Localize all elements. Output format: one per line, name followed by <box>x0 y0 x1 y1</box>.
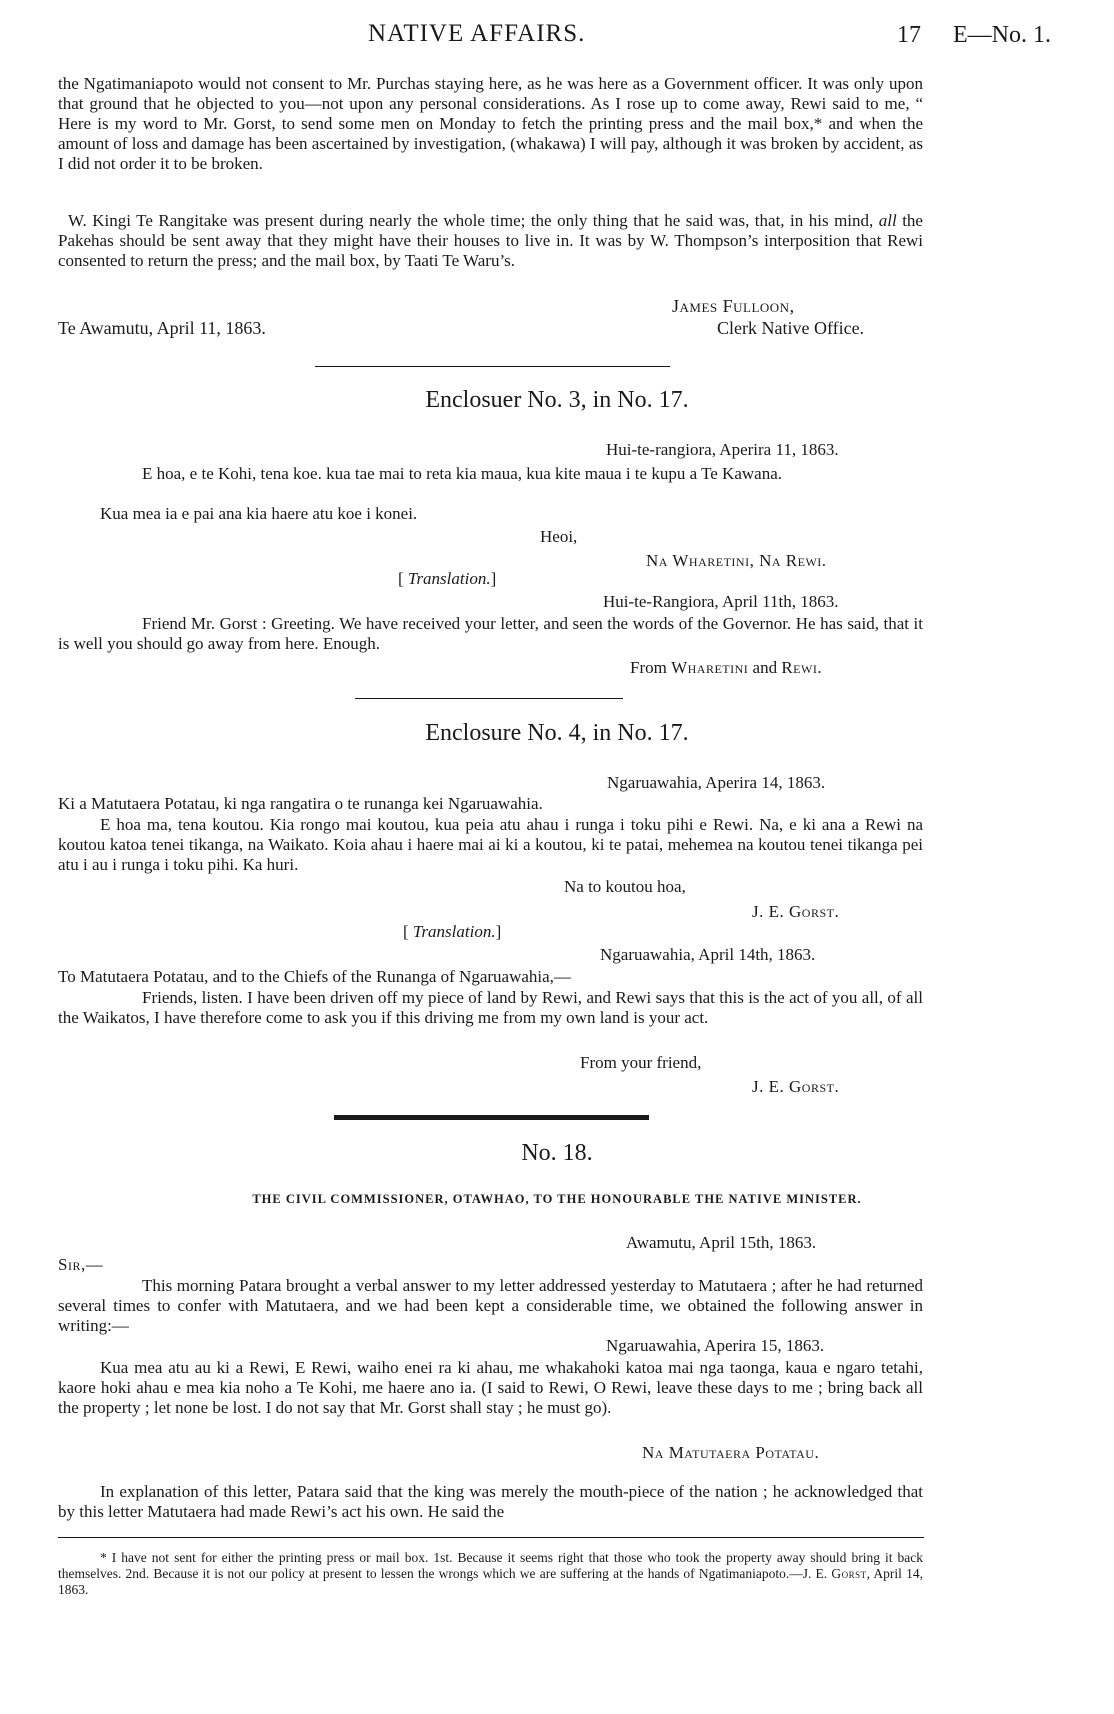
signer-name: James Fulloon, <box>672 296 795 316</box>
enclosure-3-closing: Heoi, <box>540 527 578 546</box>
enclosure-3-translation-text: Friend Mr. Gorst : Greeting. We have received your letter, and seen the words of the Governor. He has said, that it is well you should go away from here. Enough. <box>58 614 923 653</box>
enclosure-3-translation-label: [ Translation.] <box>398 569 497 588</box>
no18-place-date: Awamutu, April 15th, 1863. <box>626 1233 817 1252</box>
enclosure-4-address: Ki a Matutaera Potatau, ki nga rangatira o te runanga kei Ngaruawahia. <box>58 794 543 813</box>
no18-inner-place-date: Ngaruawahia, Aperira 15, 1863. <box>606 1336 825 1355</box>
enclosure-4-place-date: Ngaruawahia, Aperira 14, 1863. <box>607 773 826 792</box>
enclosure-4-translation-place-date: Ngaruawahia, April 14th, 1863. <box>600 945 816 964</box>
footnote-date: , April 14, 1863. <box>58 1566 923 1597</box>
no18-explanation: In explanation of this letter, Patara said that the king was merely the mouth-piece of the nation ; he acknowledged that by this letter Matutaera had made Rewi’s act his own. He said the <box>58 1482 923 1521</box>
translation-label: Translation. <box>407 569 491 588</box>
para-text: the Pakehas should be sent away that they might have their houses to live in. It was by W. Thompson’s interposition that Rewi consented to return the press; and the mail box, by Taati Te Waru’s. <box>58 211 923 270</box>
section-divider <box>355 698 623 699</box>
place-date: Te Awamutu, April 11, 1863. <box>58 318 266 338</box>
series-number: E—No. 1. <box>953 22 1051 48</box>
enclosure-3-translation-from <box>630 658 822 678</box>
enclosure-4-translation-address: To Matutaera Potatau, and to the Chiefs of the Runanga of Ngaruawahia,— <box>58 967 571 986</box>
translation-label: Translation. <box>412 922 496 941</box>
enclosure-4-translation-label: [ Translation.] <box>403 922 502 941</box>
running-title: NATIVE AFFAIRS. <box>368 20 586 47</box>
emphasis: all <box>878 211 897 230</box>
continuation-paragraph-kingi <box>58 211 923 271</box>
page-number: 17 <box>897 22 921 48</box>
thick-divider <box>334 1115 649 1120</box>
enclosure-4-signer: J. E. Gorst. <box>752 902 840 921</box>
enclosure-4-maori-text: E hoa ma, tena koutou. Kia rongo mai koutou, kua peia atu ahau i runga i toku pihi e Rewi. Na, e ki ana a Rewi na koutou katoa tenei tikanga, na Waikato. Koia ahau i haere mai ai ki a koutou, ki te patai, mehemea na koutou tenei tikanga pei atu i au i runga i toku pihi. Ka huri. <box>58 815 923 874</box>
signer-title: Clerk Native Office. <box>717 318 865 338</box>
enclosure-3-heading: Enclosuer No. 3, in No. 17. <box>425 387 689 413</box>
enclosure-4-closing: Na to koutou hoa, <box>564 877 686 896</box>
enclosure-3-maori-text-2: Kua mea ia e pai ana kia haere atu koe i konei. <box>100 504 418 523</box>
and-word: and <box>752 658 778 677</box>
enclosure-4-translation-text: Friends, listen. I have been driven off my piece of land by Rewi, and Rewi says that this is the act of you all, of all the Waikatos, I have therefore come to ask you if this driving me from my own land is your act. <box>58 988 923 1027</box>
no18-inner-signer: Na Matutaera Potatau. <box>642 1443 820 1462</box>
no18-heading: No. 18. <box>521 1140 593 1166</box>
enclosure-4-heading: Enclosure No. 4, in No. 17. <box>425 720 689 746</box>
no18-paragraph: This morning Patara brought a verbal answer to my letter addressed yesterday to Matutaera ; after he had returned several times to confer with Matutaera, and we had been kept a considerable time, we obtained the following answer in writing:— <box>58 1276 923 1335</box>
enclosure-4-translation-signer: J. E. Gorst. <box>752 1077 840 1096</box>
continuation-paragraph: the Ngatimaniapoto would not consent to Mr. Purchas staying here, as he was here as a Government officer. It was only upon that ground that he objected to you—not upon any personal considerations. As I rose up to come away, Rewi said to me, “ Here is my word to Mr. Gorst, to send some men on Monday to fetch the printing press and the mail box,* and when the amount of loss and damage has been ascertained by investigation, (whakawa) I will pay, although it was broken by accident, as I did not order it to be broken. <box>58 74 923 173</box>
signer: Rewi. <box>781 658 823 677</box>
enclosure-3-signers: Na Wharetini, Na Rewi. <box>646 551 827 570</box>
enclosure-3-translation-place-date: Hui-te-Rangiora, April 11th, 1863. <box>603 592 839 611</box>
para-text: W. Kingi Te Rangitake was present during nearly the whole time; the only thing that he said was, that, in his mind, <box>68 211 879 230</box>
from-word: From <box>630 658 667 677</box>
enclosure-4-translation-closing: From your friend, <box>580 1053 702 1072</box>
signer: Wharetini <box>671 658 749 677</box>
footnote-text: * I have not sent for either the printing press or mail box. 1st. Because it seems right that those who took the property away should bring it back themselves. 2nd. Because it is not our policy at present to lessen the wrongs which we are suffering at the hands of Ngatimaniapoto.—J. E. <box>58 1550 923 1581</box>
no18-inner-text: Kua mea atu au ki a Rewi, E Rewi, waiho enei ra ki ahau, me whakahoki katoa mai nga taonga, kaua e ngaro tetahi, kaore hoki ahau e mea kia noho a Te Kohi, me haere ano ia. (I said to Rewi, O Rewi, leave these days to me ; bring back all the property ; let none be lost. I do not say that Mr. Gorst shall stay ; he must go). <box>58 1358 923 1417</box>
section-divider <box>315 366 670 367</box>
footnote-signer: Gorst <box>831 1566 867 1581</box>
footnote-rule <box>58 1537 924 1538</box>
enclosure-3-place-date: Hui-te-rangiora, Aperira 11, 1863. <box>606 440 839 459</box>
no18-subheading: THE CIVIL COMMISSIONER, OTAWHAO, TO THE HONOURABLE THE NATIVE MINISTER. <box>252 1192 862 1206</box>
no18-salutation: Sir,— <box>58 1255 104 1274</box>
enclosure-3-maori-text: E hoa, e te Kohi, tena koe. kua tae mai to reta kia maua, kua kite maua i te kupu a Te Kawana. <box>142 464 782 483</box>
footnote <box>58 1550 923 1598</box>
